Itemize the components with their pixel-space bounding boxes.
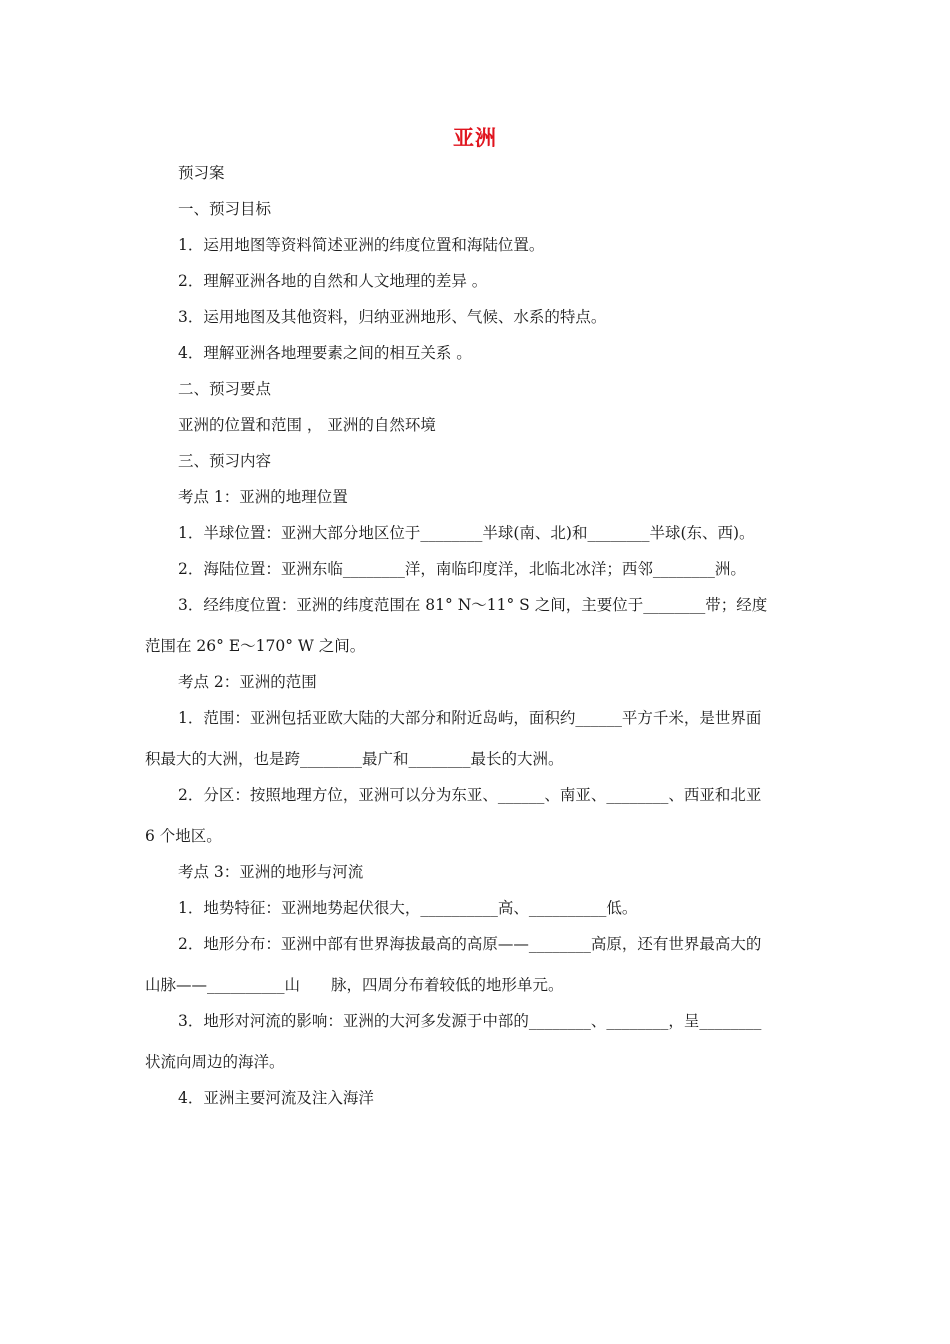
topic-3-item-3-continued: 状流向周边的海洋。 xyxy=(145,1053,285,1071)
objective-item-3: 3．运用地图及其他资料，归纳亚洲地形、气候、水系的特点。 xyxy=(178,308,607,326)
topic-2-item-1-continued: 积最大的大洲，也是跨________最广和________最长的大洲。 xyxy=(145,750,564,768)
page-title: 亚洲 xyxy=(453,126,497,150)
topic-2-item-2: 2．分区：按照地理方位，亚洲可以分为东亚、______、南亚、________、西亚和北亚 xyxy=(178,786,762,804)
heading-objectives: 一、预习目标 xyxy=(178,200,272,218)
topic-2-item-1: 1．范围：亚洲包括亚欧大陆的大部分和附近岛屿，面积约______平方千米，是世界面 xyxy=(178,709,762,727)
topic-1-item-2: 2．海陆位置：亚洲东临________洋，南临印度洋，北临北冰洋；西邻________洲。 xyxy=(178,560,746,578)
objective-item-2: 2．理解亚洲各地的自然和人文地理的差异 。 xyxy=(178,272,488,290)
topic-1-heading: 考点 1：亚洲的地理位置 xyxy=(178,488,348,506)
topic-1-item-1: 1．半球位置：亚洲大部分地区位于________半球(南、北)和________半球(东、西)。 xyxy=(178,524,755,542)
topic-1-item-3: 3．经纬度位置：亚洲的纬度范围在 81° N～11° S 之间，主要位于________带；经度 xyxy=(178,596,768,614)
topic-3-heading: 考点 3：亚洲的地形与河流 xyxy=(178,863,364,881)
topic-3-item-1: 1．地势特征：亚洲地势起伏很大，__________高、__________低。 xyxy=(178,899,638,917)
topic-1-item-3-continued: 范围在 26° E～170° W 之间。 xyxy=(145,637,366,655)
heading-key-points: 二、预习要点 xyxy=(178,380,272,398)
topic-3-item-2: 2．地形分布：亚洲中部有世界海拔最高的高原——________高原，还有世界最高大的 xyxy=(178,935,762,953)
topic-2-item-2-continued: 6 个地区。 xyxy=(145,827,222,845)
heading-content: 三、预习内容 xyxy=(178,452,272,470)
topic-3-item-3: 3．地形对河流的影响：亚洲的大河多发源于中部的________、________，呈________ xyxy=(178,1012,762,1030)
objective-item-1: 1．运用地图等资料简述亚洲的纬度位置和海陆位置。 xyxy=(178,236,545,254)
section-heading-preview: 预习案 xyxy=(178,164,225,182)
topic-3-item-2-continued: 山脉——__________山 脉，四周分布着较低的地形单元。 xyxy=(145,976,564,994)
objective-item-4: 4．理解亚洲各地理要素之间的相互关系 。 xyxy=(178,344,472,362)
key-points-text: 亚洲的位置和范围 ， 亚洲的自然环境 xyxy=(178,416,436,434)
topic-3-item-4: 4．亚洲主要河流及注入海洋 xyxy=(178,1089,374,1107)
topic-2-heading: 考点 2：亚洲的范围 xyxy=(178,673,317,691)
